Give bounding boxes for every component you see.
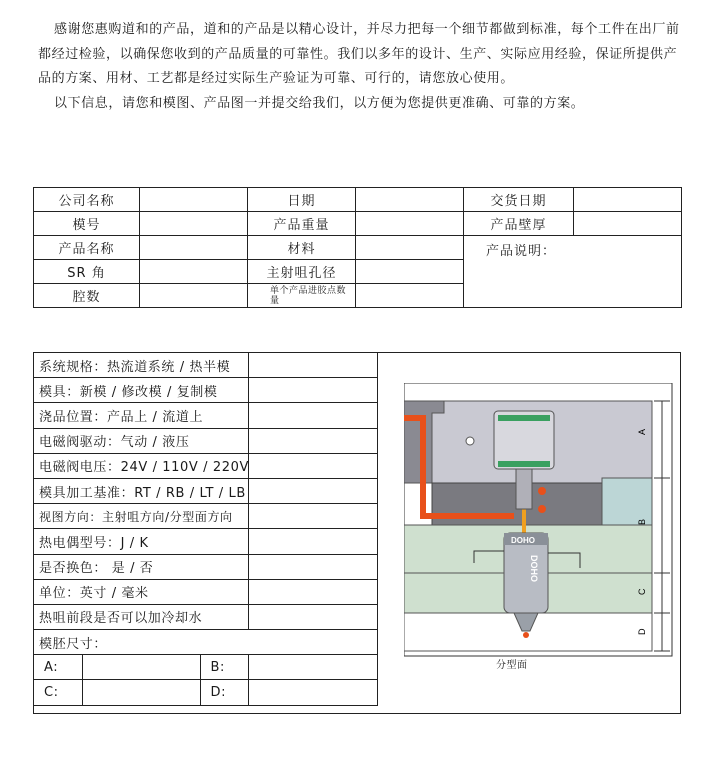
wall-label: 产品壁厚 [464,212,574,236]
cooling-water-field[interactable] [248,604,377,629]
color-change-field[interactable] [248,554,377,579]
thermocouple-type[interactable]: 热电偶型号：J / K [34,529,248,554]
thermocouple-type-field[interactable] [248,529,377,554]
material-label: 材料 [248,236,356,260]
valve-drive[interactable]: 电磁阀驱动：气动 / 液压 [34,428,248,453]
size-b-label: B: [200,655,248,680]
product-info-table [33,187,682,308]
date-label: 日期 [248,188,356,212]
weight-label: 产品重量 [248,212,356,236]
brand-label-horizontal: DOHO [511,536,535,545]
weight-field[interactable] [356,212,464,236]
dim-b-label: B [637,518,647,525]
brand-label-vertical: DOHO [529,555,539,582]
system-spec-table [34,353,378,706]
valve-drive-field[interactable] [248,428,377,453]
machining-datum-field[interactable] [248,478,377,503]
nozzle-hole-label: 主射咀孔径 [248,260,356,284]
wall-field[interactable] [574,212,682,236]
company-label: 公司名称 [34,188,140,212]
gate-count-label: 单个产品进胶点数量 [248,284,356,308]
unit[interactable]: 单位：英寸 / 毫米 [34,579,248,604]
color-change[interactable]: 是否换色： 是 / 否 [34,554,248,579]
system-spec[interactable]: 系统规格：热流道系统 / 热半模 [34,353,248,378]
intro-paragraph-1: 感谢您惠购道和的产品，道和的产品是以精心设计，并尽力把每一个细节都做到标准，每个工件在出厂前都经过检验，以确保您收到的产品质量的可靠性。我们以多年的设计、生产、实际应用经验，保证所提供产品的方案、用材、工艺都是经过实际生产验证为可靠、可行的，请您放心使用。 [38,22,680,86]
size-d-field[interactable] [248,680,377,705]
hot-runner-diagram [404,383,674,658]
model-label: 模号 [34,212,140,236]
system-spec-field[interactable] [248,353,377,378]
size-c-label: C: [34,680,82,705]
nozzle-hole-field[interactable] [356,260,464,284]
parting-line-caption: 分型面 [496,660,528,671]
size-d-label: D: [200,680,248,705]
view-direction[interactable]: 视图方向：主射咀方向/分型面方向 [34,504,248,529]
company-field[interactable] [140,188,248,212]
sr-field[interactable] [140,260,248,284]
view-direction-field[interactable] [248,504,377,529]
product-name-label: 产品名称 [34,236,140,260]
material-field[interactable] [356,236,464,260]
cooling-water[interactable]: 热咀前段是否可以加冷却水 [34,604,248,629]
dim-c-label: C [637,588,647,595]
valve-voltage[interactable]: 电磁阀电压：24V / 110V / 220V [34,453,248,478]
description-label[interactable]: 产品说明： [464,236,682,308]
unit-field[interactable] [248,579,377,604]
product-name-field[interactable] [140,236,248,260]
cavity-field[interactable] [140,284,248,308]
intro-text [38,18,688,116]
model-field[interactable] [140,212,248,236]
sr-label: SR 角 [34,260,140,284]
cavity-label: 腔数 [34,284,140,308]
size-c-field[interactable] [82,680,200,705]
size-a-field[interactable] [82,655,200,680]
mold-type-field[interactable] [248,378,377,403]
dim-a-label: A [637,428,647,435]
intro-paragraph-2: 以下信息，请您和模图、产品图一并提交给我们，以方便为您提供更准确、可靠的方案。 [54,95,585,111]
size-a-label: A: [34,655,82,680]
dim-d-label: D [637,628,647,635]
delivery-date-label: 交货日期 [464,188,574,212]
mold-size-label: 模胚尺寸： [34,630,377,655]
delivery-date-field[interactable] [574,188,682,212]
gate-position[interactable]: 浇品位置：产品上 / 流道上 [34,403,248,428]
date-field[interactable] [356,188,464,212]
system-spec-box [33,352,681,714]
gate-position-field[interactable] [248,403,377,428]
mold-type[interactable]: 模具：新模 / 修改模 / 复制模 [34,378,248,403]
valve-voltage-field[interactable] [248,453,377,478]
machining-datum[interactable]: 模具加工基准：RT / RB / LT / LB [34,478,248,503]
gate-count-field[interactable] [356,284,464,308]
size-b-field[interactable] [248,655,377,680]
